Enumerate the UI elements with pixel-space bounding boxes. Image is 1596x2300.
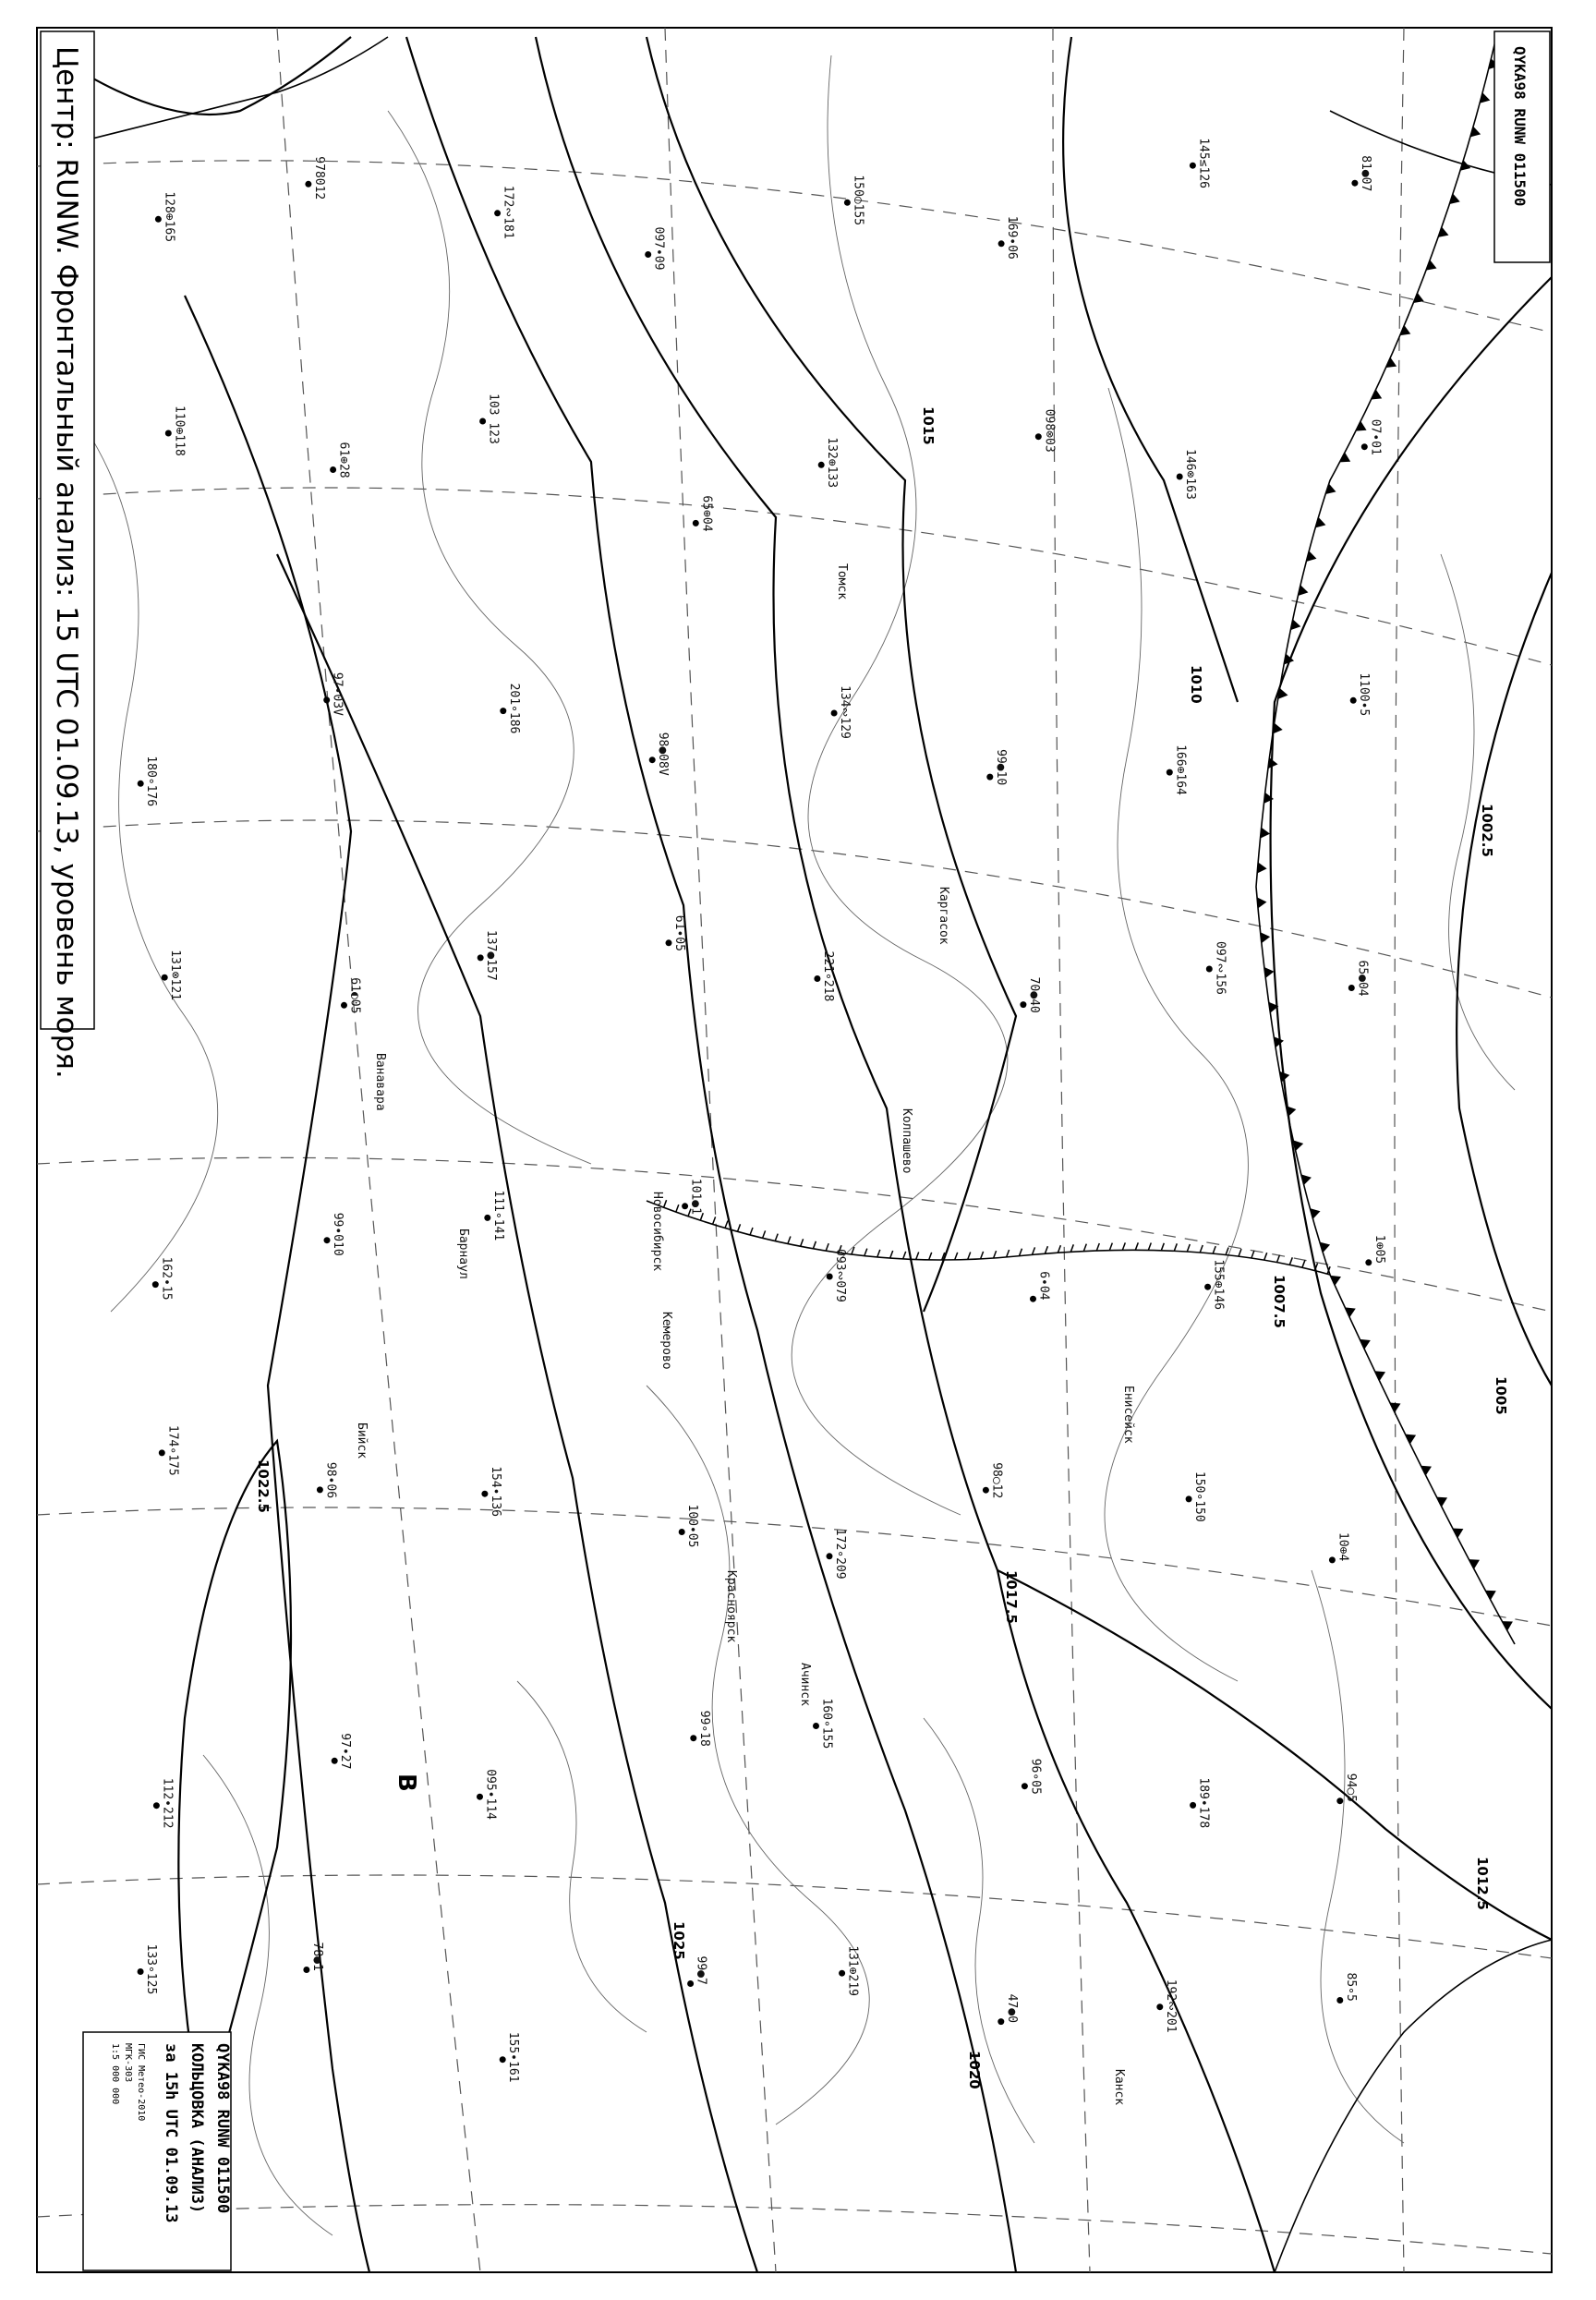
station-plot: 6∙04 xyxy=(1036,1271,1051,1301)
station-plot: 154∙136 xyxy=(488,1466,502,1517)
station-plot: 98∙06 xyxy=(323,1461,338,1499)
station-marker xyxy=(645,251,651,258)
station-name: Каргасок xyxy=(937,887,950,945)
station-plot: 65●04 xyxy=(1355,960,1370,997)
station-plot: 131⊗121 xyxy=(168,950,183,1000)
station-marker xyxy=(690,1735,696,1741)
stamp-line: QYKA98 RUNW 011500 xyxy=(213,2043,232,2214)
station-plot: 160∘155 xyxy=(819,1698,834,1749)
station-plot: 1100∙5 xyxy=(1357,672,1372,717)
station-plot: 093∾079 xyxy=(833,1249,848,1302)
station-plot: 99∙010 xyxy=(331,1212,345,1256)
station-marker xyxy=(1030,1296,1036,1302)
station-marker xyxy=(827,1274,833,1280)
station-marker xyxy=(155,216,162,223)
station-marker xyxy=(814,975,820,982)
station-marker xyxy=(500,2056,506,2063)
station-marker xyxy=(341,1002,347,1009)
station-marker xyxy=(827,1553,833,1559)
station-plot: 133∘125 xyxy=(144,1943,159,1995)
station-name: Бийск xyxy=(355,1422,369,1459)
station-marker xyxy=(693,520,699,527)
station-name: Ванавара xyxy=(373,1053,387,1111)
station-marker xyxy=(477,1794,483,1800)
high-pressure-center: В xyxy=(393,1773,420,1792)
isobar-label: 1022.5 xyxy=(255,1459,272,1513)
chart-title: Центр: RUNW. Фронтальный анализ: 15 UTC 01.09.13, уровень моря. xyxy=(50,46,83,1079)
station-plot: 134∾129 xyxy=(838,685,852,739)
isobar-label: 1007.5 xyxy=(1271,1275,1288,1328)
isobar-label: 1020 xyxy=(966,2051,983,2089)
station-marker xyxy=(332,1758,338,1764)
station-plot: 978012 xyxy=(311,156,326,200)
station-plot: 131⊕219 xyxy=(845,1945,860,1996)
station-name: Новосибирск xyxy=(650,1192,664,1272)
station-marker xyxy=(1035,433,1042,440)
stamp-line: КОЛЬЦОВКА (АНАЛИЗ) xyxy=(187,2043,206,2214)
station-marker xyxy=(479,418,486,425)
station-marker xyxy=(986,774,993,781)
station-plot: 172∾181 xyxy=(501,185,515,239)
station-plot: 132⊕133 xyxy=(825,437,840,489)
station-marker xyxy=(500,708,506,714)
station-marker xyxy=(478,954,484,961)
station-plot: 145≤126 xyxy=(1196,138,1211,188)
station-name: Колпашево xyxy=(900,1108,913,1174)
station-marker xyxy=(679,1529,685,1535)
stamp-line: ГИС Метео-2010 xyxy=(136,2043,146,2122)
station-plot: 111∘141 xyxy=(490,1190,505,1241)
station-plot: 110⊕118 xyxy=(172,406,187,456)
station-plot: 101●1 xyxy=(688,1178,703,1215)
station-name: Канск xyxy=(1112,2069,1126,2106)
station-marker xyxy=(152,1281,159,1288)
isobar-label: 1002.5 xyxy=(1479,804,1495,857)
station-name: Кемерово xyxy=(659,1312,673,1370)
station-marker xyxy=(1350,697,1357,704)
station-plot: 1⊕05 xyxy=(1372,1234,1386,1265)
station-plot: 180∘176 xyxy=(144,756,159,807)
station-plot: 81●07 xyxy=(1358,155,1372,192)
station-plot: 155∙161 xyxy=(506,2031,521,2083)
station-marker xyxy=(317,1486,323,1493)
station-name: Томск xyxy=(835,563,849,600)
station-marker xyxy=(484,1215,490,1221)
station-plot: 174∘175 xyxy=(165,1424,180,1476)
station-marker xyxy=(813,1723,819,1729)
station-marker xyxy=(1329,1556,1336,1563)
station-marker xyxy=(1190,1802,1196,1809)
station-plot: 07∙01 xyxy=(1368,418,1383,455)
station-marker xyxy=(1167,769,1173,776)
station-marker xyxy=(818,462,825,468)
station-plot: 10⊕4 xyxy=(1336,1531,1350,1562)
station-marker xyxy=(1361,443,1368,450)
station-marker xyxy=(1348,985,1355,991)
station-plot: 201∘186 xyxy=(506,683,521,734)
isobar-label: 1012.5 xyxy=(1474,1857,1491,1910)
station-name: Ачинск xyxy=(798,1663,812,1706)
stamp-line: 1:5 000 000 xyxy=(110,2043,120,2105)
station-marker xyxy=(1177,474,1183,480)
station-marker xyxy=(1186,1495,1192,1502)
station-plot: 70●40 xyxy=(1026,976,1041,1013)
station-marker xyxy=(1190,163,1196,169)
station-marker xyxy=(165,430,172,437)
station-plot: 095∙114 xyxy=(483,1769,498,1820)
station-plot: 150∘150 xyxy=(1192,1471,1207,1522)
isobar-label: 1010 xyxy=(1188,665,1204,704)
station-plot: 94○5 xyxy=(1343,1773,1358,1803)
station-marker xyxy=(983,1487,989,1494)
station-marker xyxy=(1204,1284,1211,1290)
station-marker xyxy=(162,974,168,981)
isobar-label: 1005 xyxy=(1493,1376,1509,1415)
station-marker xyxy=(324,1237,331,1243)
station-marker xyxy=(138,781,144,787)
station-marker xyxy=(998,240,1005,247)
station-plot: 189∙178 xyxy=(1196,1777,1211,1829)
station-plot: 103 123 xyxy=(486,393,501,444)
station-marker xyxy=(481,1491,488,1497)
station-marker xyxy=(138,1968,144,1975)
station-name: Красноярск xyxy=(724,1570,738,1643)
station-marker xyxy=(666,939,672,946)
station-plot: 97∙03V xyxy=(330,672,345,716)
station-marker xyxy=(305,181,311,188)
station-plot: 192∾201 xyxy=(1163,1979,1178,2033)
station-plot: 99●7 xyxy=(694,1955,708,1985)
station-plot: 98●08V xyxy=(656,732,671,776)
station-plot: 150○155 xyxy=(851,175,865,226)
station-marker xyxy=(1365,1259,1372,1265)
station-marker xyxy=(323,696,330,703)
station-plot: 097∙09 xyxy=(651,226,666,271)
station-plot: 78●1 xyxy=(309,1942,324,1971)
station-marker xyxy=(494,210,501,216)
station-marker xyxy=(844,200,851,206)
station-plot: 097∾156 xyxy=(1213,941,1227,995)
station-plot: 98○12 xyxy=(989,1462,1004,1499)
station-plot: 61∙05 xyxy=(672,914,686,951)
station-plot: 155⊕146 xyxy=(1211,1259,1226,1310)
station-marker xyxy=(159,1449,165,1456)
isobar-label: 1025 xyxy=(671,1921,687,1960)
station-plot: 169∙06 xyxy=(1005,215,1020,260)
station-marker xyxy=(687,1980,694,1987)
station-marker xyxy=(153,1802,160,1809)
station-marker xyxy=(1156,2003,1163,2010)
header-code: QYKA98 RUNW 011500 xyxy=(1511,46,1529,207)
station-plot: 47●0 xyxy=(1004,1993,1019,2023)
stamp-box xyxy=(83,2032,231,2270)
station-marker xyxy=(649,757,656,763)
station-plot: 85∘5 xyxy=(1343,1972,1358,2002)
station-name: Барнаул xyxy=(456,1229,470,1279)
station-marker xyxy=(330,466,336,473)
station-marker xyxy=(1206,966,1213,973)
isobar-label: 1017.5 xyxy=(1003,1570,1020,1624)
station-marker xyxy=(682,1203,688,1209)
station-marker xyxy=(831,710,838,717)
station-plot: 221∘218 xyxy=(820,950,835,1002)
station-plot: 100∙05 xyxy=(685,1504,700,1548)
station-plot: 172∘209 xyxy=(833,1528,847,1580)
stamp-line: за 15h UTC 01.09.13 xyxy=(162,2043,180,2223)
station-marker xyxy=(1020,1001,1026,1008)
station-plot: 99∘18 xyxy=(696,1710,711,1747)
station-name: Енисейск xyxy=(1121,1386,1135,1444)
station-plot: 166⊕164 xyxy=(1173,744,1188,795)
station-plot: 61◐05 xyxy=(347,977,362,1014)
station-marker xyxy=(839,1970,845,1977)
station-marker xyxy=(1351,180,1358,187)
station-plot: 65⊕04 xyxy=(699,495,714,532)
station-marker xyxy=(303,1967,309,1973)
station-marker xyxy=(1336,1798,1343,1804)
station-plot: 61⊕28 xyxy=(336,442,351,478)
station-plot: 146⊗163 xyxy=(1183,449,1198,500)
station-plot: 098⊗03 xyxy=(1042,408,1057,453)
station-plot: 162∙15 xyxy=(159,1256,174,1301)
station-plot: 128⊕165 xyxy=(162,191,176,243)
stamp-line: МГК-303 xyxy=(123,2043,133,2083)
station-marker xyxy=(1022,1783,1028,1789)
station-plot: 99●10 xyxy=(993,749,1008,786)
station-marker xyxy=(1336,1997,1343,2003)
isobar-label: 1015 xyxy=(920,406,937,445)
station-marker xyxy=(998,2018,1004,2025)
station-plot: 112∙212 xyxy=(160,1777,175,1829)
station-plot: 96∘05 xyxy=(1028,1758,1043,1795)
station-plot: 97∙27 xyxy=(338,1733,353,1770)
station-plot: 137●157 xyxy=(484,929,499,981)
